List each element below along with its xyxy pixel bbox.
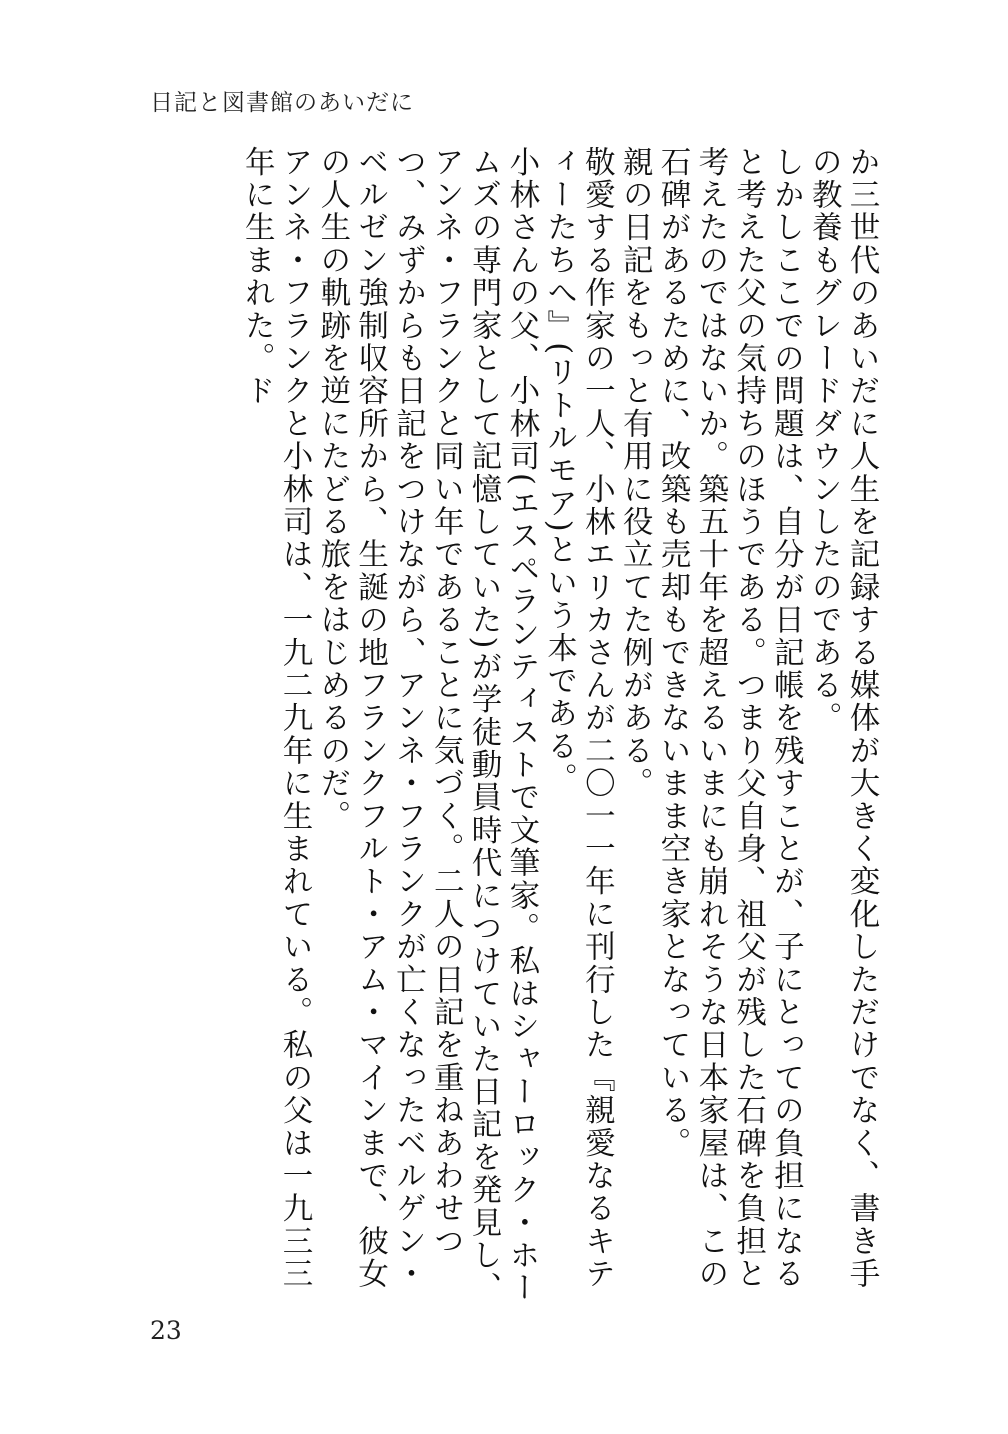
paragraph-4: 敬愛する作家の一人、小林エリカさんが二〇一一年に刊行した『親愛なるキティーたちへ』(リトルモア)という本である。 xyxy=(541,146,615,1291)
paragraph-5: 小林さんの父、小林司(エスペランティストで文筆家。私はシャーロック・ホームズの専門家として記憶していた)が学徒動員時代につけていた日記を発見し、アンネ・フランクと同い年であることに気づく。二人の日記を重ねあわせつつ、みずからも日記をつけながら、アンネ・フランクが亡くなったベルゲン・ベルゼン強制収容所から、生誕の地フランクフルト・アム・マインまで、彼女の人生の軌跡を逆にたどる旅をはじめるのだ。 xyxy=(314,146,539,1305)
paragraph-6: アンネ・フランクと小林司は、一九二九年に生まれている。私の父は一九三三年に生まれた。ド xyxy=(239,146,313,1291)
body-text xyxy=(180,146,880,1321)
paragraph-3: 親の日記をもっと有用に役立てた例がある。 xyxy=(617,146,653,800)
paragraph-1: か三世代のあいだに人生を記録する媒体が大きく変化しただけでなく、書き手の教養もグレードダウンしたのである。 xyxy=(806,146,879,1291)
page-number: 23 xyxy=(150,1316,182,1345)
running-header: 日記と図書館のあいだに xyxy=(150,90,414,116)
paragraph-2: しかしここでの問題は、自分が日記帳を残すことが、子にとっての負担になると考えた父の気持ちのほうである。つまり父自身、祖父が残した石碑を負担と考えたのではないか。築五十年を超えるいまにも崩れそうな日本家屋は、この石碑があるために、改築も売却もできないまま空き家となっている。 xyxy=(655,146,804,1291)
